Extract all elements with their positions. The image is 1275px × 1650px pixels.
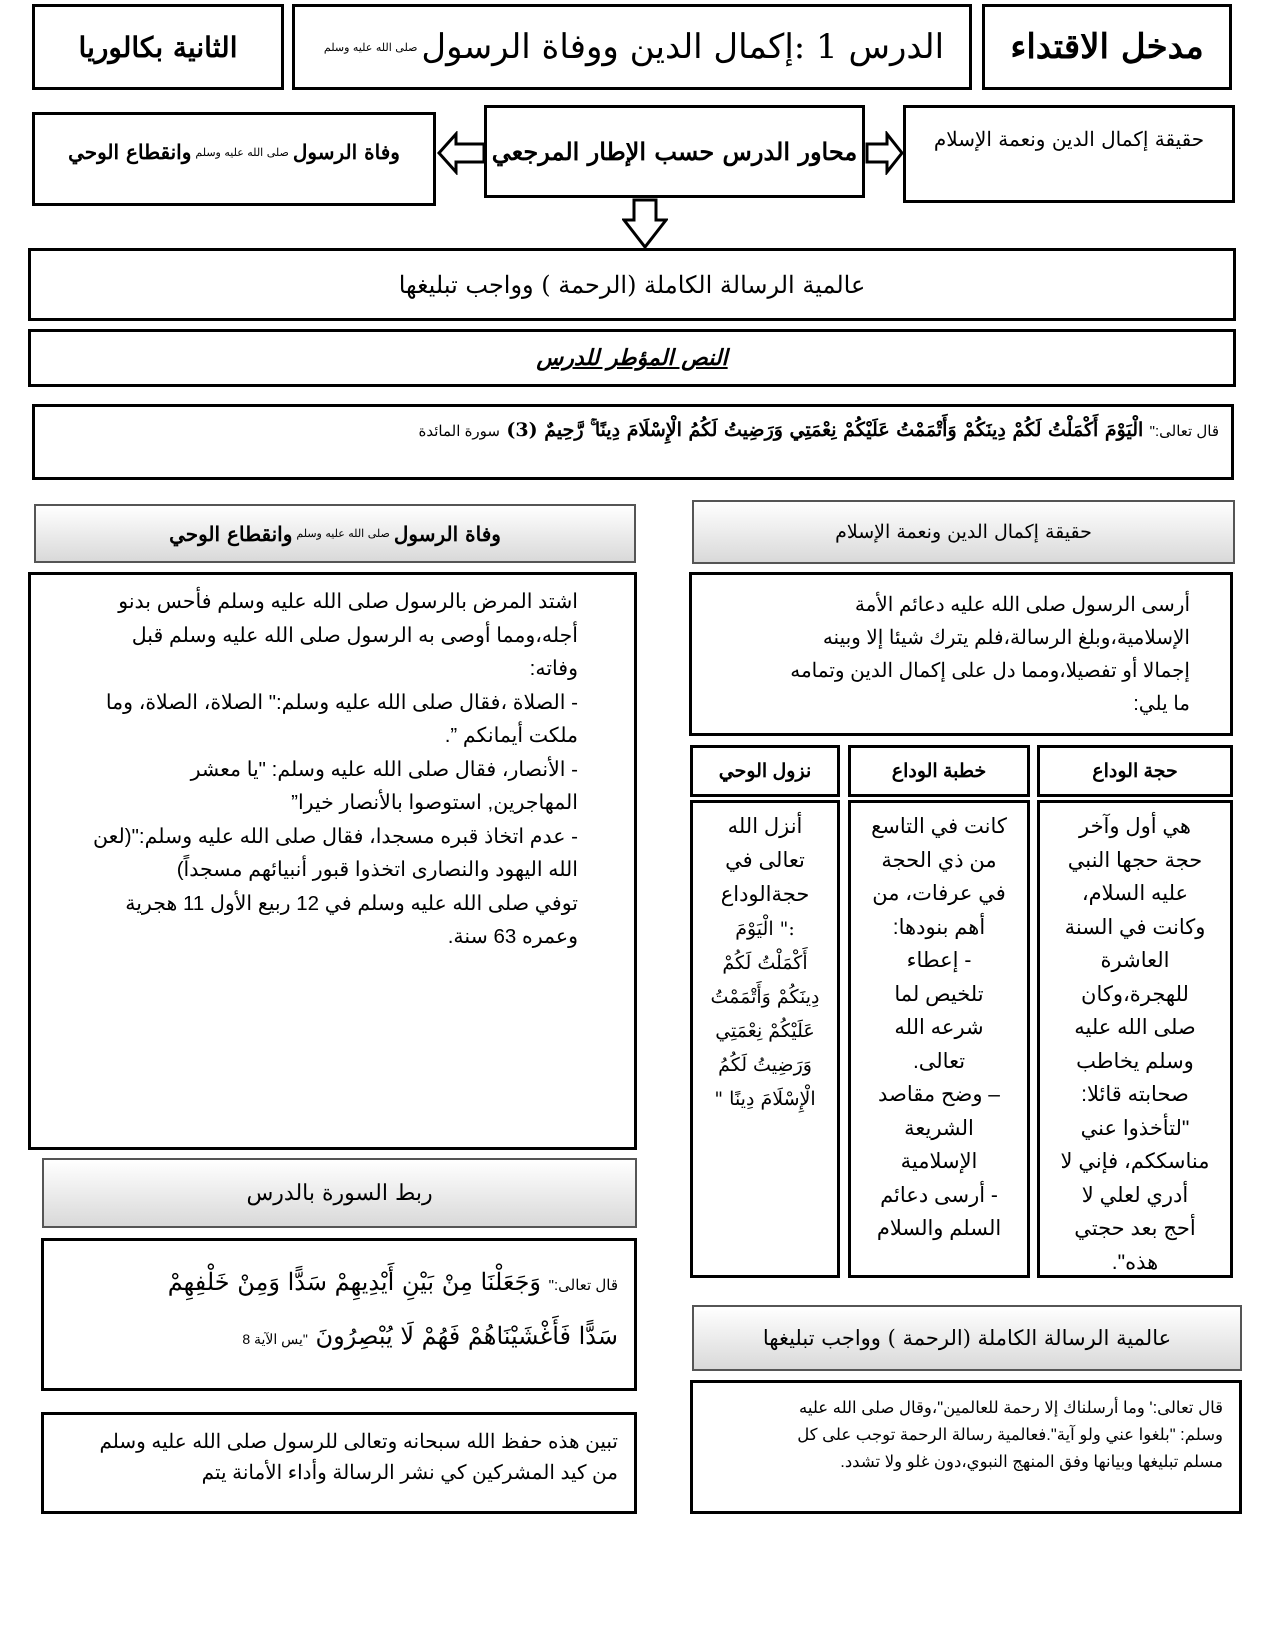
sermon-line: الإسلامية [900,1150,978,1173]
sermon-line: من ذي الحجة [881,848,997,872]
hajj-line: هي أول وآخر [1078,815,1192,838]
sermon-line: - أرسى دعائم [880,1183,998,1207]
sermon-line: تلخيص لما [894,982,984,1006]
link-lesson-line: من كيد المشركين كي نشر الرسالة وأداء الأمانة يتم [201,1462,618,1484]
framing-intro: قال تعالى:" [1149,423,1219,440]
hajj-line: أحج بعد حجتي [1074,1217,1196,1240]
hajj-line: صحابته قائلا: [1081,1083,1189,1106]
universal-title-box [692,1305,1242,1371]
axis-left-main: وفاة الرسول [292,140,400,164]
link-title-box [42,1158,637,1228]
link-lesson-box [41,1412,637,1514]
lesson-title-box [292,4,972,90]
hajj-line: حجة حجها النبي [1067,848,1203,872]
hajj-line: عليه السلام، [1081,882,1189,905]
death-line: وعمره 63 سنة. [447,925,578,948]
death-line: وفاته: [529,657,578,680]
sermon-line: السلم والسلام [876,1217,1002,1240]
completion-line: أرسى الرسول صلى الله عليه دعائم الأمة [854,594,1190,616]
universal-line: قال تعالى:' وما أرسلناك إلا رحمة للعالمين"،وقال صلى الله عليه [799,1399,1223,1417]
completion-title-box [692,500,1235,564]
completion-line: ما يلي: [1133,693,1190,715]
sermon-line: أهم بنودها: [892,915,986,939]
death-line: ملكت أيمانكم ”. [444,724,578,747]
axis-right-label: حقيقة إكمال الدين ونعمة الإسلام [933,127,1205,151]
link-verse-box [41,1238,637,1391]
col-sermon-title: خطبة الوداع [891,760,987,782]
hajj-line: أدري لعلي لا [1081,1183,1189,1207]
revelation-line: حجةالوداع [720,883,810,906]
link-title: ربط السورة بالدرس [246,1180,433,1206]
death-title-box [34,504,636,563]
hajj-line: هذه". [1111,1250,1159,1274]
col-revelation-text [693,804,837,1274]
death-line: المهاجرين, استوصوا بالأنصار خيرا” [291,791,578,814]
revelation-line: الْإِسْلَامَ دِينًا " [714,1088,816,1110]
death-line: اشتد المرض بالرسول صلى الله عليه وسلم فأحس بدنو [118,590,578,613]
death-line: - الصلاة ،فقال صلى الله عليه وسلم:" الصلاة، الصلاة، وما [105,690,578,714]
col-sermon-text [851,804,1027,1274]
hajj-line: صلى الله عليه [1074,1016,1196,1039]
death-title-honorific: صلى الله عليه وسلم [296,527,390,540]
universal-line: وسلم: "بلغوا عني ولو آية".فعالمية رسالة الرحمة توجب على كل [797,1426,1223,1444]
death-line: - الأنصار، فقال صلى الله عليه وسلم: "يا معشر [190,757,578,781]
universal-title: عالمية الرسالة الكاملة (الرحمة ) وواجب تبليغها [762,1326,1172,1350]
completion-title: حقيقة إكمال الدين ونعمة الإسلام [835,521,1092,543]
category-label: مدخل الاقتداء [1010,27,1204,67]
revelation-line: أَكْمَلْتُ لَكُمْ [722,952,808,974]
axis-left-box [32,112,436,206]
completion-line: الإسلامية،وبلغ الرسالة،فلم يترك شيئا إلا وبينه [822,627,1190,649]
col-hajj-title-box [1037,745,1233,797]
category-box [982,4,1232,90]
axis-right-box [903,105,1235,203]
hajj-line: "لتأخذوا عني [1080,1116,1190,1140]
axes-center-label: محاور الدرس حسب الإطار المرجعي [491,137,858,166]
axes-center-box [484,105,865,198]
axis-bottom-box [28,248,1236,321]
lesson-title: الدرس 1 :إكمال الدين ووفاة الرسول [421,27,945,67]
level-label: الثانية بكالوريا [78,30,238,64]
revelation-line: تعالى في [725,849,805,872]
sermon-line: – وضح مقاصد [877,1083,1000,1106]
death-line: توفي صلى الله عليه وسلم في 12 ربيع الأول 11 هجرية [125,891,578,915]
revelation-line: وَرَضِيتُ لَكُمُ [718,1054,812,1076]
sermon-line: في عرفات، من [872,882,1006,905]
arrow-right-icon [865,131,905,175]
framing-title-box [28,329,1236,387]
framing-title: النص المؤطر للدرس [536,345,728,371]
framing-surah: سورة المائدة [418,423,500,440]
col-hajj-title: حجة الوداع [1092,760,1178,782]
col-revelation-title-box [690,745,840,797]
death-line: أجله،ومما أوصى به الرسول صلى الله عليه وسلم قبل [131,623,578,647]
universal-line: مسلم تبليغها وبيانها وفق المنهج النبوي،دون غلو ولا تشدد. [840,1453,1223,1471]
link-lesson-line: تبين هذه حفظ الله سبحانه وتعالى للرسول صلى الله عليه وسلم [99,1431,618,1453]
death-line: الله اليهود والنصارى اتخذوا قبور أنبيائهم مسجداً) [176,858,578,881]
universal-text-box [690,1380,1242,1514]
sermon-line: كانت في التاسع [871,815,1007,838]
axis-left-rest: وانقطاع الوحي [68,140,192,164]
col-sermon-title-box [848,745,1030,797]
revelation-line: عَلَيْكُمْ نِعْمَتِي [715,1020,815,1042]
link-intro: قال تعالى:" [548,1277,618,1294]
link-verse-line2: سَدًّا فَأَغْشَيْنَاهُمْ فَهُمْ لَا يُبْصِرُونَ [315,1322,618,1350]
death-title-rest: وانقطاع الوحي [169,521,293,546]
axis-bottom-label: عالمية الرسالة الكاملة (الرحمة ) وواجب تبليغها [398,270,866,299]
framing-verse-box [32,404,1234,480]
sermon-line: شرعه الله [894,1016,984,1039]
col-hajj-text [1040,804,1230,1274]
revelation-line: :" الْيَوْمَ [735,918,795,940]
arrow-left-icon [436,131,486,175]
completion-intro-box [689,572,1233,736]
hajj-line: للهجرة،وكان [1081,982,1189,1006]
link-reference: "يس الآية 8 [242,1331,308,1347]
framing-verse: الْيَوْمَ أَكْمَلْتُ لَكُمْ دِينَكُمْ وَأَتْمَمْتُ عَلَيْكُمْ نِعْمَتِي وَرَضِيتُ لَكُمُ الْإِسْلَامَ دِينًا ۚ رَّحِيمٌ (3) [506,419,1144,441]
death-title-main: وفاة الرسول [393,521,501,546]
level-box [32,4,284,90]
arrow-down-icon [622,198,668,250]
axis-left-honorific: صلى الله عليه وسلم [195,145,289,159]
completion-line: إجمالا أو تفصيلا،ومما دل على إكمال الدين وتمامه [790,660,1190,682]
death-line: - عدم اتخاذ قبره مسجدا، فقال صلى الله عليه وسلم:"(لعن [93,824,578,848]
hajj-line: وسلم يخاطب [1076,1049,1194,1073]
revelation-line: دِينَكُمْ وَأَتْمَمْتُ [710,986,820,1008]
link-verse-line1: وَجَعَلْنَا مِنْ بَيْنِ أَيْدِيهِمْ سَدًّا وَمِنْ خَلْفِهِمْ [167,1268,541,1296]
col-revelation-title: نزول الوحي [718,760,812,782]
death-text-box [28,572,637,1150]
hajj-line: وكانت في السنة [1064,915,1206,939]
sermon-line: - إعطاء [906,949,972,972]
hajj-line: العاشرة [1100,949,1170,972]
revelation-line: أنزل الله [727,815,803,838]
hajj-line: مناسككم، فإني لا [1060,1150,1210,1173]
lesson-honorific: صلى الله عليه وسلم [323,40,418,54]
sermon-line: تعالى. [912,1049,966,1073]
sermon-line: الشريعة [904,1116,974,1140]
